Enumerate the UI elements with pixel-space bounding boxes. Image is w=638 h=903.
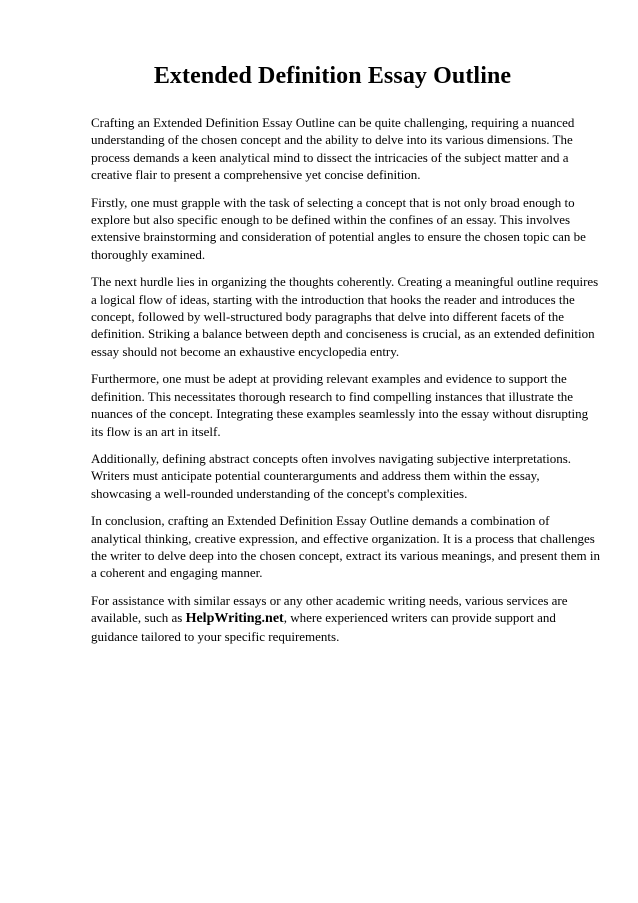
paragraph-conclusion: In conclusion, crafting an Extended Definition Essay Outline demands a combination of analytical thinking, creative expression, and effective organization. It is a process that challenges the writer to delve deep into the chosen concept, extract its various meanings, and present them in a coherent and engaging manner. [91,513,601,581]
helpwriting-brand: HelpWriting.net [185,611,284,627]
paragraph-selecting-concept: Firstly, one must grapple with the task of selecting a concept that is not only broad enough to explore but also specific enough to be defined within the confines of an essay. This involves extensive brainstorming and consideration of potential angles to ensure the chosen topic can be thoroughly examined. [91,194,586,262]
paragraph-organizing: The next hurdle lies in organizing the thoughts coherently. Creating a meaningful outline requires a logical flow of ideas, starting with the introduction that hooks the reader and introduces the concept, followed by well-structured body paragraphs that delve into different facets of the definition. Striking a balance between depth and conciseness is crucial, as an extended definition essay should not become an exhaustive encyclopedia entry. [91,274,599,359]
paragraph-examples: Furthermore, one must be adept at providing relevant examples and evidence to support the definition. This necessitates thorough research to find compelling instances that illustrate the nuances of the concept. Integrating these examples seamlessly into the essay without disrupting its flow is an art in itself. [91,371,589,439]
assistance-text-end: , where experienced writers can provide support and guidance tailored to your specific requirements. [91,610,556,644]
paragraph-abstract-concepts: Additionally, defining abstract concepts often involves navigating subjective interpretations. Writers must anticipate potential counterarguments and address them within the essay, showcasing a well-rounded understanding of the concept's complexities. [91,450,572,501]
assistance-text-start: For assistance with similar essays or any other academic writing needs, various services are available, such as [91,592,568,626]
paragraph-assistance [91,592,601,645]
document-title: Extended Definition Essay Outline [153,63,512,89]
paragraph-intro: Crafting an Extended Definition Essay Outline can be quite challenging, requiring a nuanced understanding of the chosen concept and the ability to delve into its various dimensions. The process demands a keen analytical mind to dissect the intricacies of the subject matter and a creative flair to present a comprehensive yet concise definition. [91,115,575,183]
